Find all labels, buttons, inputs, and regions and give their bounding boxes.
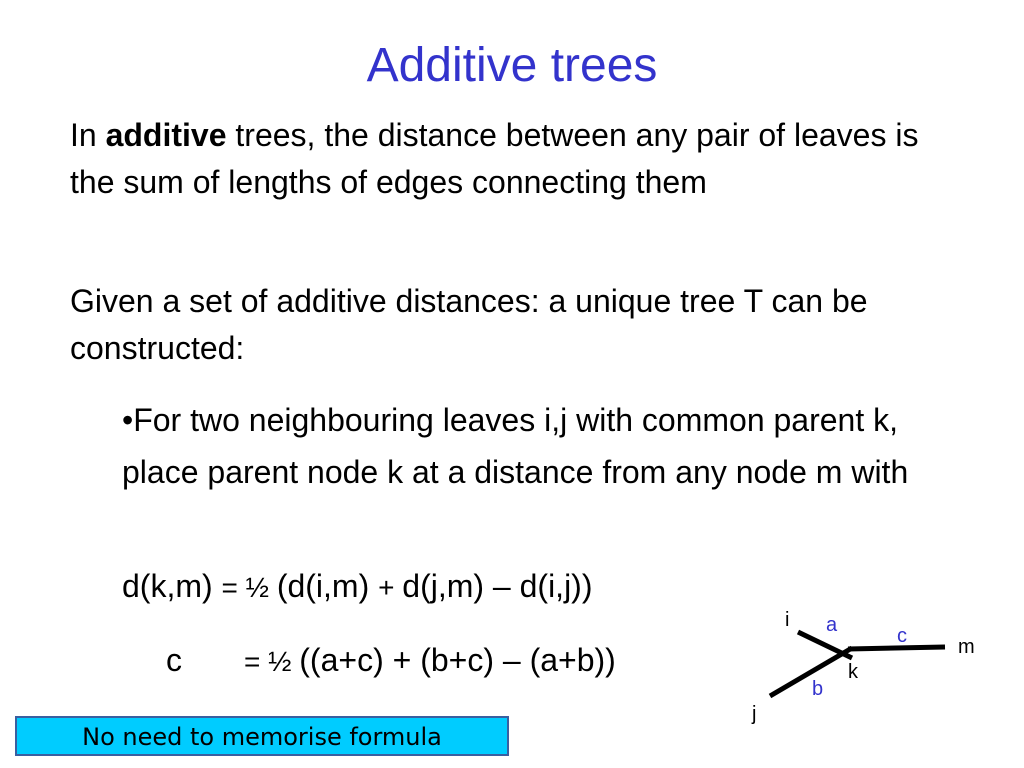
formula1-rhs: (d(i,m) [276,568,379,604]
slide-title: Additive trees [366,39,658,92]
edge-label-b: b [812,678,824,700]
formula-c [166,640,616,682]
tree-diagram [740,600,1000,730]
edge-label-a: a [826,614,838,636]
formula2-lhs: c [166,642,182,678]
node-label-j: j [752,703,757,725]
bullet-neighbouring-leaves: •For two neighbouring leaves i,j with common parent k, place parent node k at a distance from any node m with [122,402,909,490]
formula1-eq: = ½ [221,572,277,603]
formula2-rhs: ((a+c) + (b+c) – (a+b)) [299,642,616,678]
formula1-rest: d(j,m) – d(i,j)) [402,568,593,604]
edge-k-m [848,647,945,649]
para1-bold-term: additive [105,117,227,153]
node-label-i: i [785,609,790,631]
formula2-eq: = ½ [244,646,300,677]
memorise-note-box: No need to memorise formula [15,716,509,756]
paragraph-unique-tree: Given a set of additive distances: a unique tree T can be constructed: [70,283,868,366]
paragraph-additive-definition [70,112,950,206]
edge-label-c: c [897,625,907,647]
node-label-k: k [848,661,858,683]
para1-prefix: In [70,117,106,153]
formula-distance [122,566,592,608]
formula1-plus: + [378,572,403,603]
edge-j-k [770,648,852,696]
node-label-m: m [958,636,975,658]
para1-rest: trees, the distance between any pair of leaves is the sum of lengths of edges connecting them [70,117,919,200]
formula1-lhs: d(k,m) [122,568,222,604]
